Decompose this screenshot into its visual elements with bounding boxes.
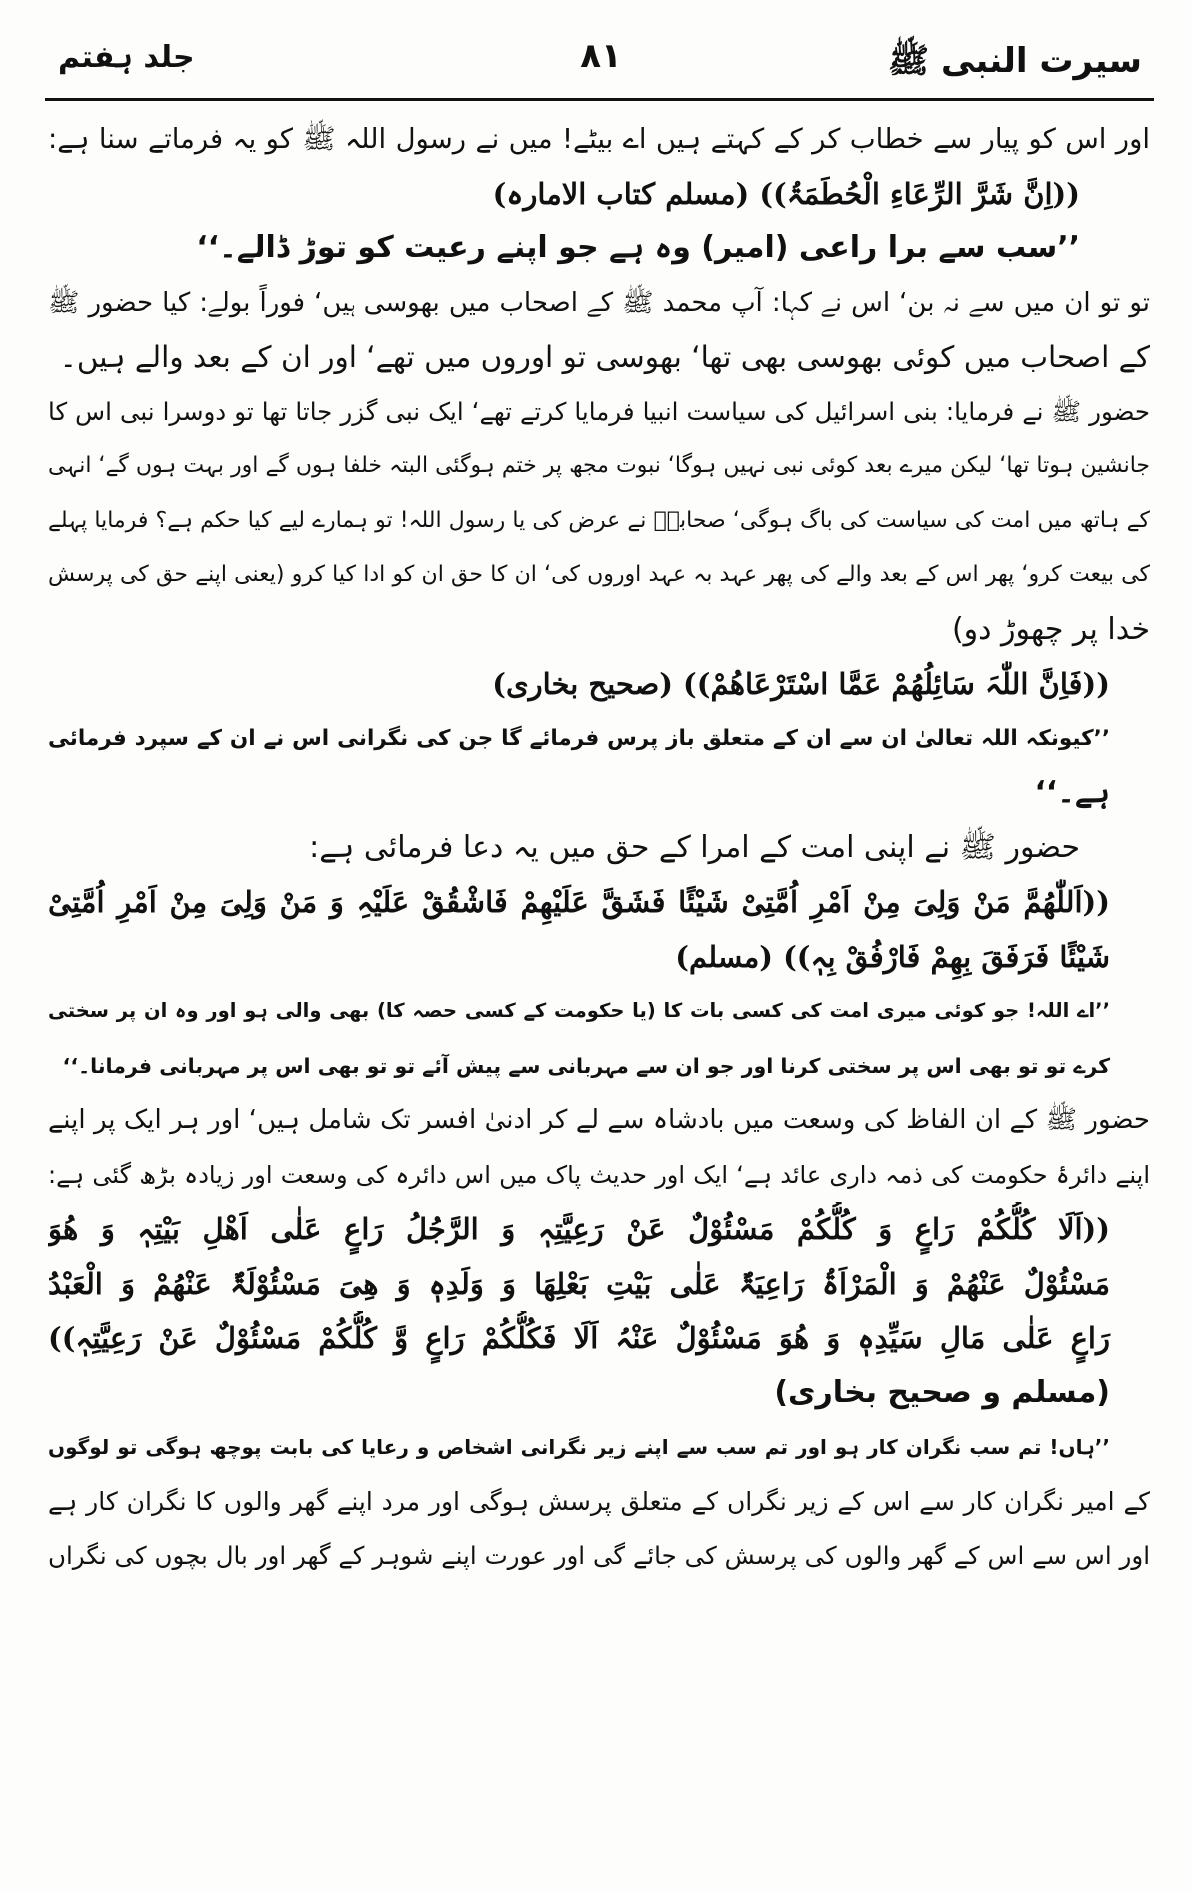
page-number: ۸۱ [580, 36, 622, 76]
text-line: کے اصحاب میں کوئی بھوسی بھی تھا‘ بھوسی تو اوروں میں تھے‘ اور ان کے بعد والے ہیں۔ [59, 340, 1150, 374]
hadith-quote: ((اِنَّ شَرَّ الرِّعَاءِ الْحُطَمَۃُ)) (مسلم کتاب الامارہ) [492, 176, 1080, 211]
hadith-reference: (مسلم و صحیح بخاری) [774, 1374, 1110, 1410]
book-title: سیرت النبی ﷺ [888, 41, 1142, 81]
volume-label: جلد ہفتم [58, 40, 195, 75]
text-line: کی بیعت کرو‘ پھر اس کے بعد والے کی پھر عہد بہ عہد اوروں کی‘ ان کا حق ان کو ادا کیا کرو (یعنی اپنے حق کی پرسش [48, 562, 1150, 587]
translation-line: کرے تو تو بھی اس پر سختی کرنا اور جو ان سے مہربانی سے پیش آئے تو تو بھی اس پر مہربانی فرمانا۔‘‘ [62, 1053, 1110, 1078]
page-body [48, 112, 1150, 1584]
translation-line: ہے۔‘‘ [1034, 775, 1110, 810]
text-line: حضور ﷺ نے اپنی امت کے امرا کے حق میں یہ دعا فرمائی ہے: [309, 829, 1080, 865]
text-line: کے ہاتھ میں امت کی سیاست کی باگ ہوگی‘ صحابہؓ نے عرض کی یا رسول اللہ! تو ہمارے لیے کیا حکم ہے؟ فرمایا پہلے [48, 507, 1150, 533]
text-line: اپنے دائرۂ حکومت کی ذمہ داری عائد ہے‘ ایک اور حدیث پاک میں اس دائرہ کی وسعت اور زیادہ بڑھ گئی ہے: [48, 1160, 1150, 1189]
text-line: حضور ﷺ نے فرمایا: بنی اسرائیل کی سیاست انبیا فرمایا کرتے تھے‘ ایک نبی گزر جاتا تھا تو دوسرا نبی اس کا [48, 396, 1150, 426]
translation-line: ’’کیونکہ اللہ تعالیٰ ان سے ان کے متعلق باز پرس فرمائے گا جن کی نگرانی اس نے ان کے سپرد فرمائی [48, 725, 1110, 751]
text-line: جانشین ہوتا تھا‘ لیکن میرے بعد کوئی نبی نہیں ہوگا‘ نبوت مجھ پر ختم ہوگئی البتہ خلفا ہوں گے اور بہت ہوں گے‘ انہی [48, 453, 1150, 478]
hadith-quote: مَسْئُوْلٌ عَنْھُمْ وَ الْمَرْاَۃُ رَاعِیَۃٌ عَلٰی بَیْتِ بَعْلِھَا وَ وَلَدِہٖ وَ ھِیَ مَسْئُوْلَۃٌ عَنْھُمْ وَ الْعَبْدُ [48, 1266, 1110, 1301]
translation-line: ’’سب سے برا راعی (امیر) وہ ہے جو اپنے رعیت کو توڑ ڈالے۔‘‘ [196, 230, 1080, 265]
translation-line: ’’اے اللہ! جو کوئی میری امت کی کسی بات کا (یا حکومت کے کسی حصہ کا) بھی والی ہو اور وہ ان پر سختی [48, 999, 1110, 1022]
header-divider [45, 98, 1154, 101]
translation-line: ’’ہاں! تم سب نگران کار ہو اور تم سب سے اپنے زیر نگرانی اشخاص و رعایا کی بابت پوچھ ہوگی تو لوگوں [48, 1435, 1110, 1459]
page-header [50, 22, 1152, 92]
translation-line: اور اس سے اس کے گھر والوں کی پرسش کی جائے گی اور عورت اپنے شوہر کے گھر اور بال بچوں کی نگراں [48, 1541, 1150, 1570]
hadith-quote: ((اَللّٰھُمَّ مَنْ وَلِیَ مِنْ اَمْرِ اُمَّتِیْ شَیْئًا فَشَقَّ عَلَیْھِمْ فَاشْقُقْ عَلَیْہِ وَ مَنْ وَلِیَ مِنْ اَمْرِ اُمَّتِیْ [48, 885, 1110, 919]
hadith-quote: رَاعٍ عَلٰی مَالِ سَیِّدِہٖ وَ ھُوَ مَسْئُوْلٌ عَنْہُ اَلَا فَکُلُّکُمْ رَاعٍ وَّ کُلُّکُمْ مَسْئُوْلٌ عَنْ رَعِیَّتِہٖ)) [48, 1321, 1110, 1355]
hadith-quote: ((اَلَا کُلُّکُمْ رَاعٍ وَ کُلُّکُمْ مَسْئُوْلٌ عَنْ رَعِیَّتِہٖ وَ الرَّجُلُ رَاعٍ عَلٰی اَھْلِ بَیْتِہٖ وَ ھُوَ [48, 1212, 1110, 1246]
text-line: حضور ﷺ کے ان الفاظ کی وسعت میں بادشاہ سے لے کر ادنیٰ افسر تک شامل ہیں‘ اور ہر ایک پر اپنے [48, 1105, 1150, 1135]
text-line: خدا پر چھوڑ دو) [951, 611, 1150, 647]
text-line: تو تو ان میں سے نہ بن‘ اس نے کہا: آپ محمد ﷺ کے اصحاب میں بھوسی ہیں‘ فوراً بولے: کیا حضور ﷺ [48, 287, 1150, 318]
translation-line: کے امیر نگران کار سے اس کے زیر نگراں کے متعلق پرسش ہوگی اور مرد اپنے گھر والوں کا نگران کار ہے [48, 1486, 1150, 1516]
hadith-quote: شَیْئًا فَرَفَقَ بِھِمْ فَارْفُقْ بِہٖ)) (مسلم) [675, 939, 1110, 974]
text-line: اور اس کو پیار سے خطاب کر کے کہتے ہیں اے بیٹے! میں نے رسول اللہ ﷺ کو یہ فرماتے سنا ہے: [48, 123, 1150, 155]
hadith-quote: ((فَاِنَّ اللّٰہَ سَائِلُھُمْ عَمَّا اسْتَرْعَاھُمْ)) (صحیح بخاری) [492, 667, 1110, 701]
